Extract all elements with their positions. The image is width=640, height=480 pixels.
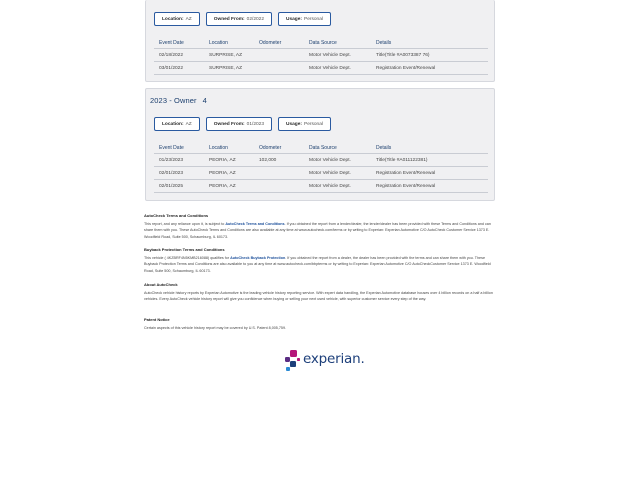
event-details: Registration Event/Renewal xyxy=(376,184,436,189)
event-date: 03/01/2022 xyxy=(159,66,184,71)
table-row xyxy=(154,180,488,193)
table-row xyxy=(154,167,488,180)
patent-body: Certain aspects of this vehicle history report may be covered by U.S. Patent 8,005,759. xyxy=(144,325,287,330)
usage-pill: Usage: Personal xyxy=(278,12,331,26)
owned-from-pill: Owned From: 01/2023 xyxy=(206,117,272,131)
events-header-row xyxy=(154,141,488,154)
event-details: Title(Title #A0073387 76) xyxy=(376,53,430,58)
table-row xyxy=(154,154,488,167)
buyback-link[interactable]: AutoCheck Buyback Protection xyxy=(230,255,286,260)
event-location: PEORIA, AZ xyxy=(209,171,236,176)
event-date: 02/18/2022 xyxy=(159,53,184,58)
event-details: Registration Event/Renewal xyxy=(376,66,436,71)
header-event-date: Event Date xyxy=(159,40,184,46)
owned-from-pill: Owned From: 02/2022 xyxy=(206,12,272,26)
event-location: PEORIA, AZ xyxy=(209,158,236,163)
experian-dots-icon xyxy=(284,347,304,375)
owner-card-2 xyxy=(145,88,495,201)
header-odometer: Odometer xyxy=(259,145,282,151)
buyback-section xyxy=(144,247,494,274)
about-body: AutoCheck vehicle history reports by Experian Automotive is the leading vehicle history reporting service. With expert data handling, the Experian Automotive database houses over 4 billion records on a half a billion vehicles. Every AutoCheck vehicle history report will give you confidence when buying or selling your next used vehicle, with superior customer service every step of the way. xyxy=(144,290,493,301)
event-location: SURPRISE, AZ xyxy=(209,53,243,58)
owner-number: 4 xyxy=(202,96,207,105)
owner-title: 2023 - Owner 4 xyxy=(150,96,207,105)
event-source: Motor Vehicle Dept. xyxy=(309,171,351,176)
about-section xyxy=(144,282,494,303)
event-date: 02/01/2025 xyxy=(159,184,184,189)
buyback-title: Buyback Protection Terms and Conditions xyxy=(144,247,225,252)
usage-pill: Usage: Personal xyxy=(278,117,331,131)
event-source: Motor Vehicle Dept. xyxy=(309,53,351,58)
patent-section xyxy=(144,317,494,331)
about-title: About AutoCheck xyxy=(144,282,178,287)
terms-link[interactable]: AutoCheck Terms and Conditions xyxy=(225,221,285,226)
location-pill: Location: AZ xyxy=(154,117,200,131)
event-date: 02/01/2023 xyxy=(159,171,184,176)
header-data-source: Data Source xyxy=(309,145,337,151)
owner-summary-pills xyxy=(154,117,331,131)
owner-summary-pills xyxy=(154,12,331,26)
event-date: 01/23/2023 xyxy=(159,158,184,163)
location-pill: Location: AZ xyxy=(154,12,200,26)
events-table xyxy=(154,36,488,75)
event-source: Motor Vehicle Dept. xyxy=(309,184,351,189)
header-details: Details xyxy=(376,40,392,46)
header-location: Location xyxy=(209,145,228,151)
terms-title: AutoCheck Terms and Conditions xyxy=(144,213,209,218)
experian-logo xyxy=(284,347,365,375)
event-details: Registration Event/Renewal xyxy=(376,171,436,176)
event-location: SURPRISE, AZ xyxy=(209,66,243,71)
events-table xyxy=(154,141,488,193)
patent-title: Patent Notice xyxy=(144,317,170,322)
event-source: Motor Vehicle Dept. xyxy=(309,66,351,71)
terms-body: This report, and any reliance upon it, is subject to AutoCheck Terms and Conditions. If you obtained the report from a lender/dealer, the lender/dealer has been provided with these Terms and Conditions and can share them with you. These AutoCheck Terms and Conditions are also available at any time at www.autocheck.com/terms or by writing to Experian: Experian Automotive C/O AutoCheck Customer Service 1373 E. Woodfield Road, Suite 500, Schaumburg, IL 60173. xyxy=(144,221,491,239)
buyback-body: This vehicle ( 4KZBRF4N5KMB216088) qualifies for AutoCheck Buyback Protection. If you obtained the report from a dealer, the dealer has been provided with the terms and can share them with you. These Buyback Protection Terms and Conditions are also available to you at any time at www.autocheck.com/bbpterms or by writing to Experian: Experian Automotive C/O AutoCheckCustomer Service 1373 E. Woodfield Road, Suite 500, Schaumburg, IL 60173. xyxy=(144,255,491,273)
header-location: Location xyxy=(209,40,228,46)
header-data-source: Data Source xyxy=(309,40,337,46)
experian-wordmark: experian. xyxy=(303,351,365,367)
event-details: Title(Title #A011122381) xyxy=(376,158,428,163)
header-event-date: Event Date xyxy=(159,145,184,151)
table-row xyxy=(154,49,488,62)
header-odometer: Odometer xyxy=(259,40,282,46)
table-row xyxy=(154,62,488,75)
owner-card-1 xyxy=(145,0,495,82)
terms-section xyxy=(144,213,494,240)
event-location: PEORIA, AZ xyxy=(209,184,236,189)
event-odometer: 102,000 xyxy=(259,158,277,163)
header-details: Details xyxy=(376,145,392,151)
events-header-row xyxy=(154,36,488,49)
event-source: Motor Vehicle Dept. xyxy=(309,158,351,163)
